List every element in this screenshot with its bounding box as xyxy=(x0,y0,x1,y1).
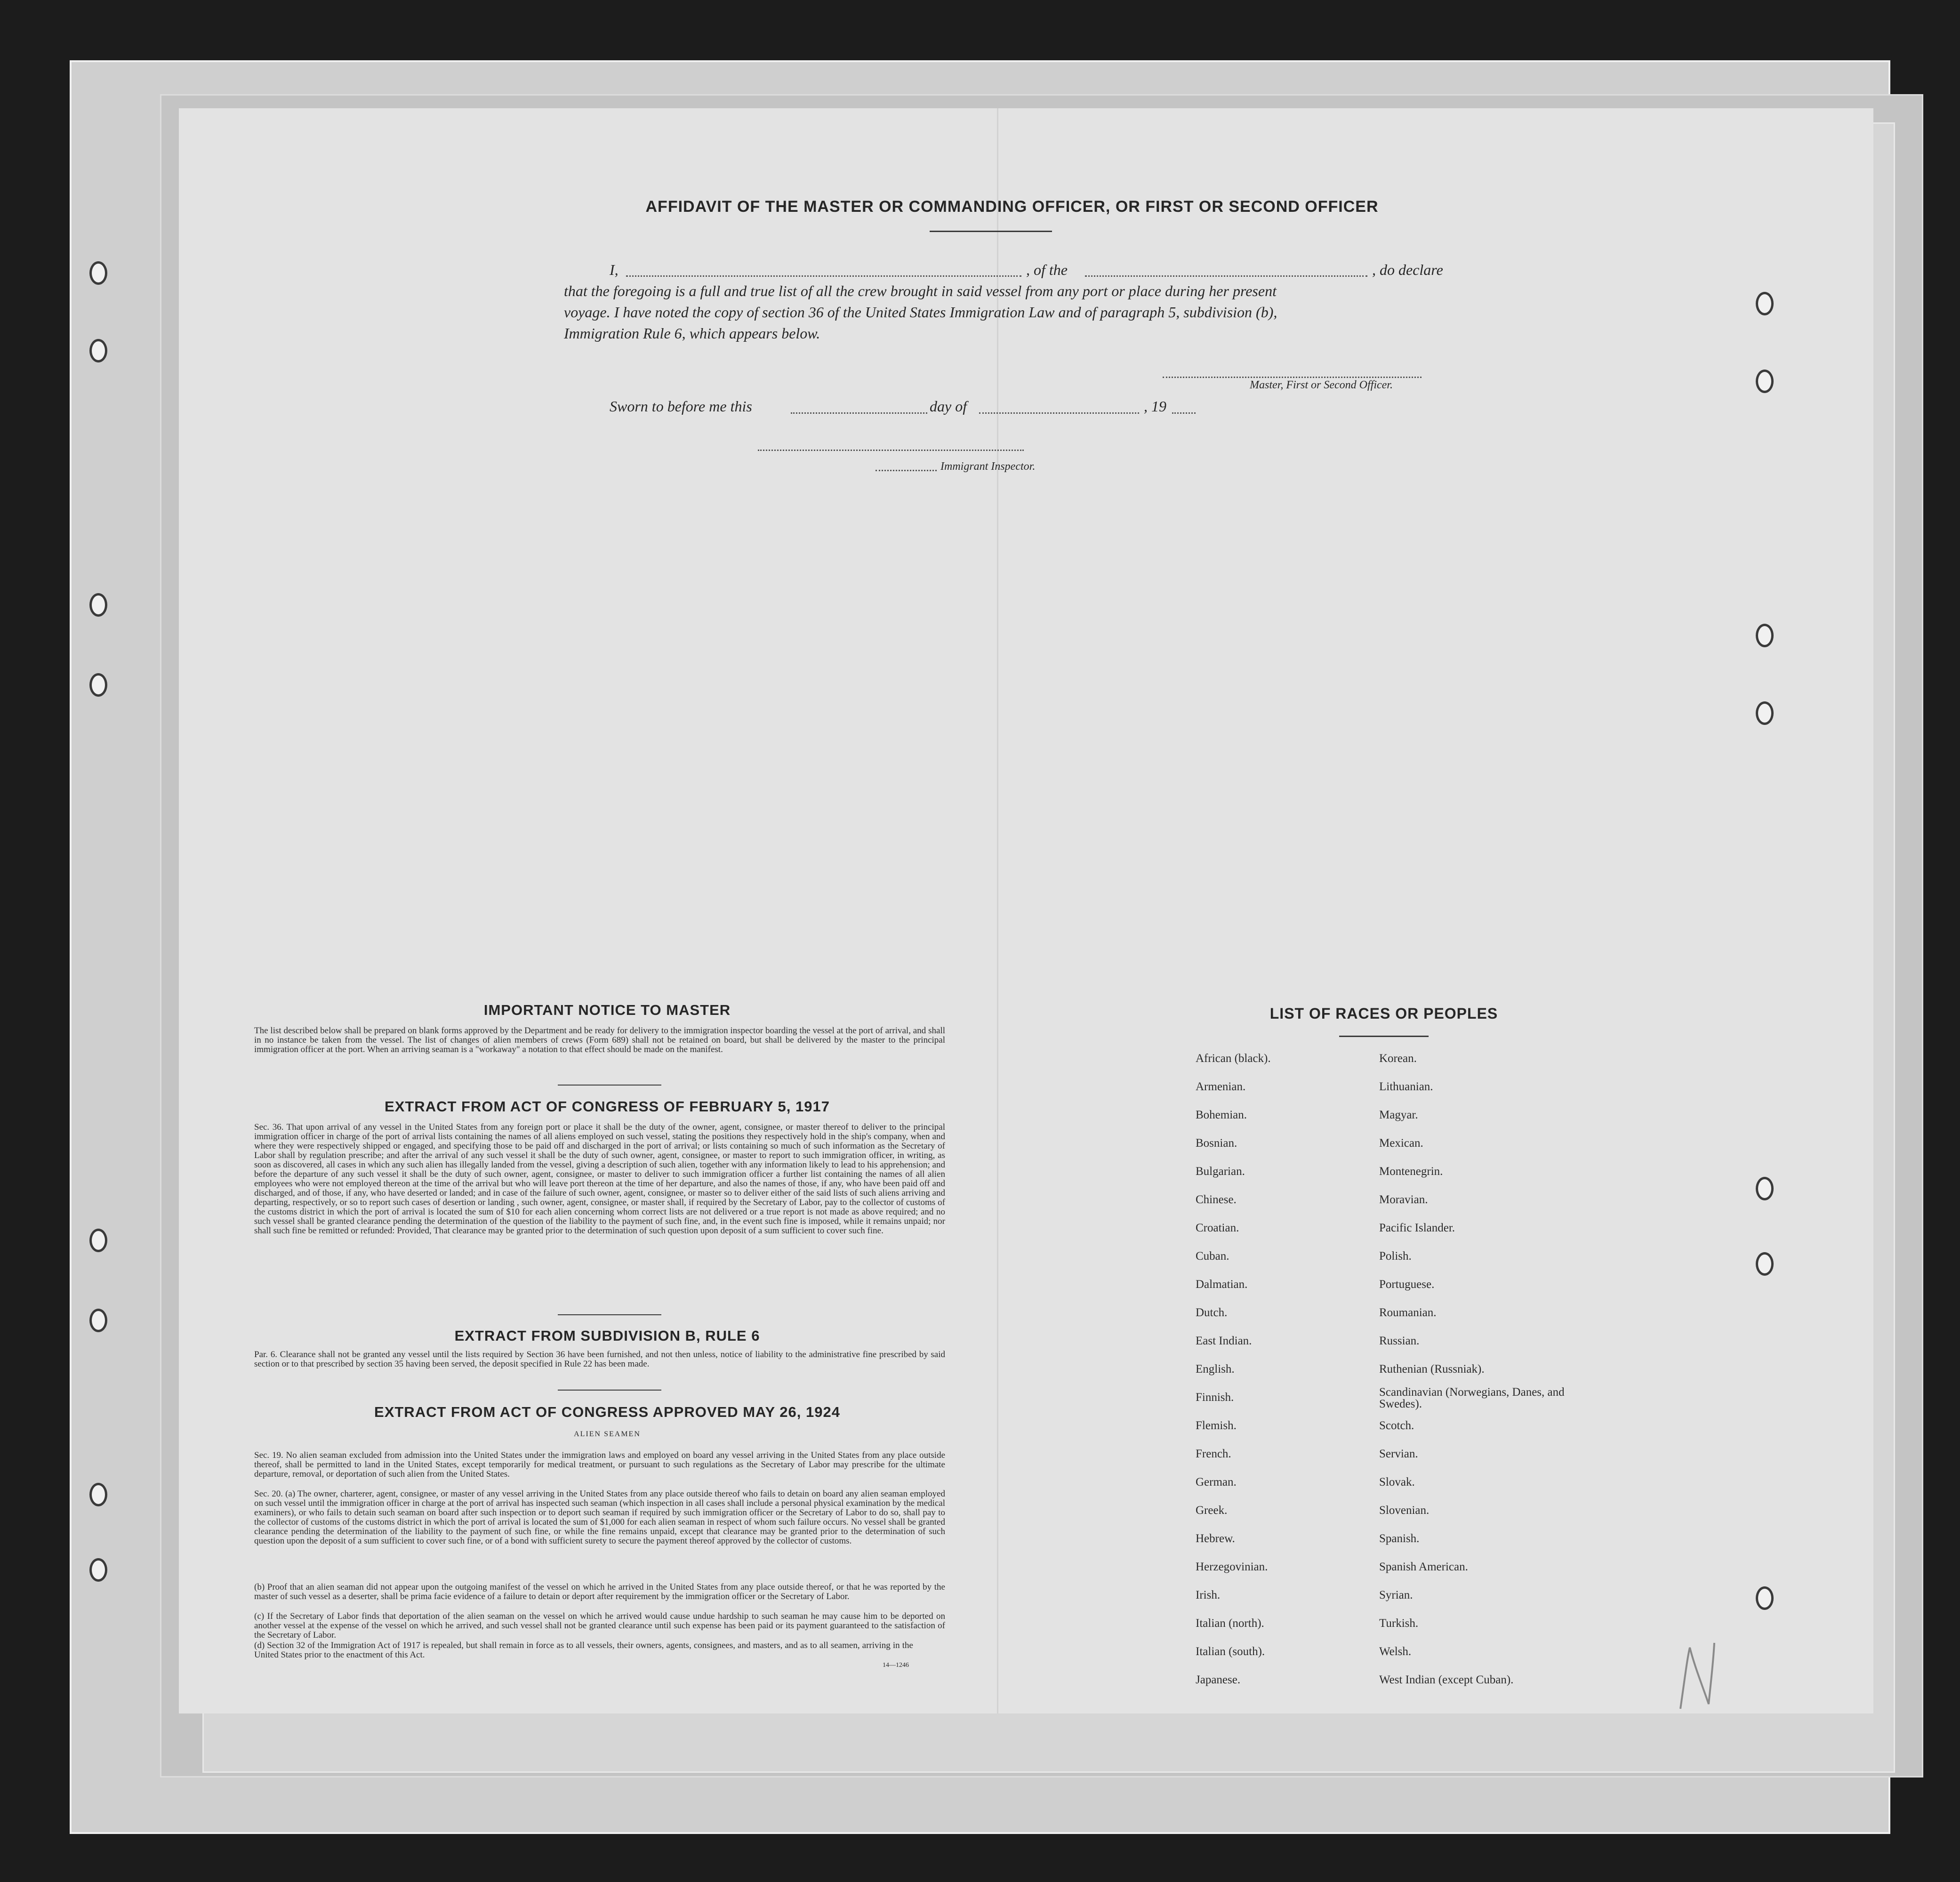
section-rule xyxy=(558,1085,661,1086)
punch-hole xyxy=(1756,292,1774,315)
extract-1924-sec20b: (b) Proof that an alien seaman did not appear upon the outgoing manifest of the vessel on which he arrived in the United States from any place outside thereof, or that he was reported by the master of such vessel as a deserter, shall be prima facie evidence of a failure to detain or deport after requirement by the immigration officer or the Secretary of Labor. xyxy=(254,1582,945,1601)
race-item: African (black). xyxy=(1196,1052,1271,1065)
race-item: Moravian. xyxy=(1379,1193,1428,1206)
races-title: LIST OF RACES OR PEOPLES xyxy=(1269,1005,1498,1022)
race-item: Italian (south). xyxy=(1196,1645,1265,1658)
race-item: Cuban. xyxy=(1196,1250,1229,1263)
punch-hole xyxy=(1756,1252,1774,1276)
race-item: Spanish. xyxy=(1379,1532,1420,1545)
punch-hole xyxy=(89,673,107,697)
subdivision-title: EXTRACT FROM SUBDIVISION B, RULE 6 xyxy=(454,1327,760,1344)
section-rule xyxy=(558,1390,661,1391)
handwritten-mark xyxy=(1676,1638,1718,1713)
race-item: Turkish. xyxy=(1379,1617,1419,1630)
sworn-end: , 19 xyxy=(1144,398,1166,415)
race-item: German. xyxy=(1196,1476,1237,1488)
race-item: Mexican. xyxy=(1379,1137,1423,1150)
sworn-month-blank[interactable] xyxy=(979,412,1139,414)
form-number: 14—1246 xyxy=(883,1662,909,1669)
subdivision-text: Par. 6. Clearance shall not be granted any vessel until the lists required by Section 36 have been furnished, and not then unless, notice of liability to the administrative fine prescribed by said section or to that prescribed by section 35 having been served, the deposit specified in Rule 22 has been made. xyxy=(254,1350,945,1369)
punch-hole xyxy=(89,1229,107,1252)
race-item: Flemish. xyxy=(1196,1419,1237,1432)
race-item: Welsh. xyxy=(1379,1645,1412,1658)
sworn-mid: day of xyxy=(930,398,967,415)
race-item: Servian. xyxy=(1379,1448,1418,1460)
race-item: Korean. xyxy=(1379,1052,1417,1065)
race-item: Magyar. xyxy=(1379,1109,1418,1121)
races-rule xyxy=(1339,1036,1429,1037)
race-item: Russian. xyxy=(1379,1335,1420,1347)
extract-1924-title: EXTRACT FROM ACT OF CONGRESS APPROVED MAY 26, 1924 xyxy=(374,1404,840,1420)
section-rule xyxy=(558,1314,661,1315)
extract-1917-text: Sec. 36. That upon arrival of any vessel in the United States from any foreign port or place it shall be the duty of the owner, agent, consignee, or master thereof to deliver to the principal immigration officer in charge of the port of arrival lists containing the names of all aliens employed on such vessel, stating the positions they respectively hold in the ship's company, when and where they were respectively shipped or engaged, and specifying those to be paid off and discharged in the port of arrival; or lists containing so much of such information as the Secretary of Labor shall by regulation prescribe; and after the arrival of any such vessel it shall be the duty of such owner, agent, consignee, or master to report to such immigration officer, in writing, as soon as discovered, all cases in which any such alien has illegally landed from the vessel, giving a description of such alien, together with any information likely to lead to his apprehension; and before the departure of any such vessel it shall be the duty of such owner, agent, consignee, or master to deliver to such immigration officer a further list containing the names of all alien employees who were not employed thereon at the time of the arrival but who will leave port thereon at the time of her departure, and also the names of those, if any, who have been paid off and discharged, and of those, if any, who have deserted or landed; and in case of the failure of such owner, agent, consignee, or master so to deliver either of the said lists of such aliens arriving and departing, respectively, or so to report such cases of desertion or landing , such owner, agent, consignee, or master shall, if required by the Secretary of Labor, pay to the collector of customs of the customs district in which the port of arrival is located the sum of $10 for each alien concerning whom correct lists are not delivered or a true report is not made as above required; and no such vessel shall be granted clearance pending the determination of the question of the liability to the payment of such fine, and, in the event such fine is imposed, while it remains unpaid; nor shall such fine be remitted or refunded: Provided, That clearance may be granted prior to the determination of such question upon deposit of a sum sufficient to cover such fine. xyxy=(254,1122,945,1236)
punch-hole xyxy=(89,1558,107,1582)
vessel-blank[interactable] xyxy=(1085,275,1367,277)
title-rule xyxy=(930,231,1052,232)
master-signature-label: Master, First or Second Officer. xyxy=(1250,379,1393,391)
race-item: West Indian (except Cuban). xyxy=(1379,1673,1514,1686)
punch-hole xyxy=(89,1483,107,1506)
race-item: Bosnian. xyxy=(1196,1137,1237,1150)
race-item: Syrian. xyxy=(1379,1589,1413,1601)
affidavit-line1-end: , do declare xyxy=(1372,261,1443,278)
race-item: East Indian. xyxy=(1196,1335,1252,1347)
race-item: Hebrew. xyxy=(1196,1532,1235,1545)
punch-hole xyxy=(89,339,107,362)
affidavit-line2: that the foregoing is a full and true list of all the crew brought in said vessel from any port or place during her present xyxy=(564,282,1277,299)
punch-hole xyxy=(89,593,107,617)
punch-hole xyxy=(1756,370,1774,393)
punch-hole xyxy=(1756,1177,1774,1200)
affidavit-line1-mid: , of the xyxy=(1026,261,1068,278)
affidavit-title: AFFIDAVIT OF THE MASTER OR COMMANDING OFFICER, OR FIRST OR SECOND OFFICER xyxy=(645,198,1379,216)
race-item: Spanish American. xyxy=(1379,1560,1468,1573)
extract-1924-sec20a: Sec. 20. (a) The owner, charterer, agent, consignee, or master of any vessel arriving in the United States from any place outside thereof who fails to detain on board any alien seaman employed on such vessel until the immigration officer in charge at the port of arrival has inspected such seaman (which inspection in all cases shall include a personal physical examination by the medical examiners), or who fails to detain such seaman on board after such inspection or to deport such seaman if required by such immigration officer or the Secretary of Labor to do so, shall pay to the collector of customs of the customs district in which the port of arrival is located the sum of $1,000 for each alien seaman in respect of whom such failure occurs. No vessel shall be granted clearance pending the determination of the liability to the payment of such fine, or while the fine remains unpaid, except that clearance may be granted prior to the determination of such question upon the deposit of a sum sufficient to cover such fine, or of a bond with sufficient surety to secure the payment thereof approved by the collector of customs. xyxy=(254,1489,945,1546)
sworn-day-blank[interactable] xyxy=(791,412,927,414)
sworn-start: Sworn to before me this xyxy=(610,398,752,415)
extract-1924-sec20c: (c) If the Secretary of Labor finds that deportation of the alien seaman on the vessel on which he arrived would cause undue hardship to such seaman he may cause him to be deported on another vessel at the expense of the vessel on which he arrived, and such vessel shall not be granted clearance until such expense has been paid or its payment guaranteed to the satisfaction of the Secretary of Labor. xyxy=(254,1611,945,1640)
inspector-signature-blank[interactable] xyxy=(758,450,1024,451)
race-item: Montenegrin. xyxy=(1379,1165,1443,1178)
race-item: Greek. xyxy=(1196,1504,1228,1517)
race-item: Armenian. xyxy=(1196,1080,1246,1093)
race-item: Ruthenian (Russniak). xyxy=(1379,1363,1485,1375)
affidavit-line4: Immigration Rule 6, which appears below. xyxy=(564,325,820,342)
affidavit-line3: voyage. I have noted the copy of section 36 of the United States Immigration Law and of paragraph 5, subdivision (b), xyxy=(564,304,1277,321)
race-item: Scandinavian (Norwegians, Danes, and Swedes). xyxy=(1379,1386,1565,1410)
page-fold xyxy=(997,108,998,1713)
race-item: Japanese. xyxy=(1196,1673,1241,1686)
punch-hole xyxy=(89,261,107,285)
race-item: English. xyxy=(1196,1363,1235,1375)
race-item: Bulgarian. xyxy=(1196,1165,1245,1178)
race-item: Dutch. xyxy=(1196,1306,1228,1319)
affidavit-line1-start: I, xyxy=(610,261,619,278)
punch-hole xyxy=(1756,624,1774,647)
race-item: Pacific Islander. xyxy=(1379,1222,1455,1234)
race-item: Chinese. xyxy=(1196,1193,1237,1206)
punch-hole xyxy=(89,1309,107,1332)
race-item: Dalmatian. xyxy=(1196,1278,1248,1291)
race-item: Slovak. xyxy=(1379,1476,1415,1488)
punch-hole xyxy=(1756,701,1774,725)
race-item: Slovenian. xyxy=(1379,1504,1430,1517)
race-item: Finnish. xyxy=(1196,1391,1234,1404)
notice-text: The list described below shall be prepared on blank forms approved by the Department and be ready for delivery to the immigration inspector boarding the vessel at the port of arrival, and shall in no instance be taken from the vessel. The list of changes of alien members of crews (Form 689) shall not be retained on board, but shall be delivered by the master to the principal immigration officer at the port. When an arriving seaman is a "workaway" a notation to that effect should be made on the manifest. xyxy=(254,1026,945,1054)
race-item: Lithuanian. xyxy=(1379,1080,1433,1093)
alien-seamen-subtitle: ALIEN SEAMEN xyxy=(574,1430,641,1438)
race-item: Roumanian. xyxy=(1379,1306,1437,1319)
race-item: Italian (north). xyxy=(1196,1617,1264,1630)
race-item: Croatian. xyxy=(1196,1222,1239,1234)
extract-1917-title: EXTRACT FROM ACT OF CONGRESS OF FEBRUARY 5, 1917 xyxy=(385,1098,830,1115)
master-signature-blank[interactable] xyxy=(1163,377,1422,378)
race-item: Polish. xyxy=(1379,1250,1412,1263)
race-item: Irish. xyxy=(1196,1589,1221,1601)
race-item: Portuguese. xyxy=(1379,1278,1435,1291)
name-blank[interactable] xyxy=(626,275,1021,277)
race-item: Scotch. xyxy=(1379,1419,1414,1432)
extract-1924-sec20d: (d) Section 32 of the Immigration Act of 1917 is repealed, but shall remain in force as to all vessels, their owners, agents, consignees, and masters, and as to all seamen, arriving in the United States prior to the enactment of this Act. xyxy=(254,1641,913,1660)
inspector-label: Immigrant Inspector. xyxy=(940,460,1036,473)
sworn-year-blank[interactable] xyxy=(1172,412,1196,414)
inspector-dots xyxy=(876,470,937,471)
punch-hole xyxy=(1756,1586,1774,1610)
race-item: French. xyxy=(1196,1448,1231,1460)
race-item: Bohemian. xyxy=(1196,1109,1247,1121)
extract-1924-sec19: Sec. 19. No alien seaman excluded from admission into the United States under the immigration laws and employed on board any vessel arriving in the United States from any place outside thereof, shall be permitted to land in the United States, except temporarily for medical treatment, or pursuant to such regulations as the Secretary of Labor may prescribe for the ultimate departure, removal, or deportation of such alien from the United States. xyxy=(254,1450,945,1479)
race-item: Herzegovinian. xyxy=(1196,1560,1268,1573)
notice-title: IMPORTANT NOTICE TO MASTER xyxy=(483,1002,731,1018)
